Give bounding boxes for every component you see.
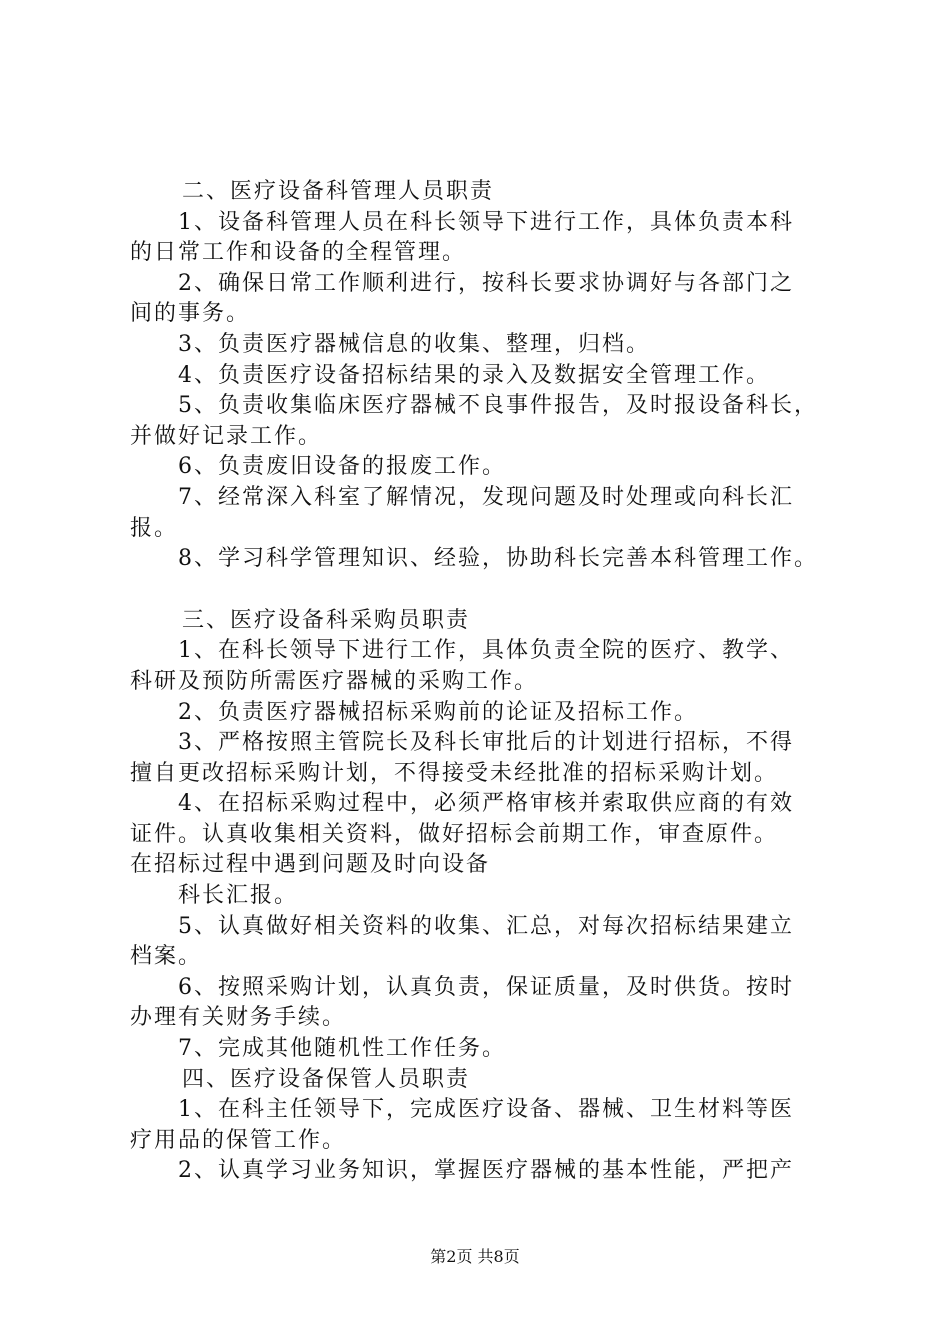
paragraph-line: 并做好记录工作。 [130,423,323,449]
paragraph-line: 1、设备科管理人员在科长领导下进行工作，具体负责本科 [178,209,794,235]
section-gap [130,575,845,606]
paragraph-line: 2、确保日常工作顺利进行，按科长要求协调好与各部门之 [178,270,794,296]
paragraph-line: 报。 [130,515,179,541]
paragraph-line: 5、认真做好相关资料的收集、汇总，对每次招标结果建立 [178,913,794,939]
paragraph-line: 的日常工作和设备的全程管理。 [130,240,467,266]
paragraph-line: 5、负责收集临床医疗器械不良事件报告，及时报设备科长， [178,393,818,419]
paragraph-line: 擅自更改招标采购计划，不得接受未经批准的招标采购计划。 [130,760,779,786]
paragraph-line: 6、按照采购计划，认真负责，保证质量，及时供货。按时 [178,974,794,1000]
paragraph-line: 4、负责医疗设备招标结果的录入及数据安全管理工作。 [178,362,770,388]
paragraph-line: 1、在科长领导下进行工作，具体负责全院的医疗、教学、 [178,638,794,664]
section-heading: 四、医疗设备保管人员职责 [182,1066,471,1092]
section-heading: 三、医疗设备科采购员职责 [182,607,471,633]
paragraph-line: 7、完成其他随机性工作任务。 [178,1036,506,1062]
paragraph-line: 科长汇报。 [178,883,299,909]
paragraph-line: 办理有关财务手续。 [130,1005,347,1031]
paragraph-line: 1、在科主任领导下，完成医疗设备、器械、卫生材料等医 [178,1097,794,1123]
paragraph-line: 2、负责医疗器械招标采购前的论证及招标工作。 [178,699,698,725]
paragraph-line: 8、学习科学管理知识、经验，协助科长完善本科管理工作。 [178,546,818,572]
paragraph-line: 3、负责医疗器械信息的收集、整理，归档。 [178,331,650,357]
paragraph-line: 疗用品的保管工作。 [130,1127,347,1153]
paragraph-line: 证件。认真收集相关资料，做好招标会前期工作，审查原件。 [130,821,779,847]
section-heading: 二、医疗设备科管理人员职责 [182,179,495,204]
paragraph-line: 6、负责废旧设备的报废工作。 [178,454,506,480]
paragraph-line: 4、在招标采购过程中，必须严格审核并索取供应商的有效 [178,791,794,817]
paragraph-line: 3、严格按照主管院长及科长审批后的计划进行招标，不得 [178,730,794,756]
paragraph-line: 间的事务。 [130,301,251,327]
paragraph-line: 2、认真学习业务知识，掌握医疗器械的基本性能，严把产 [178,1158,794,1184]
paragraph-line: 科研及预防所需医疗器械的采购工作。 [130,668,539,694]
paragraph-line: 在招标过程中遇到问题及时向设备 [130,852,491,878]
paragraph-line: 7、经常深入科室了解情况，发现问题及时处理或向科长汇 [178,484,794,510]
page-footer: 第2页 共8页 [430,1247,520,1266]
document-body [130,177,845,1187]
paragraph-line: 档案。 [130,944,203,970]
